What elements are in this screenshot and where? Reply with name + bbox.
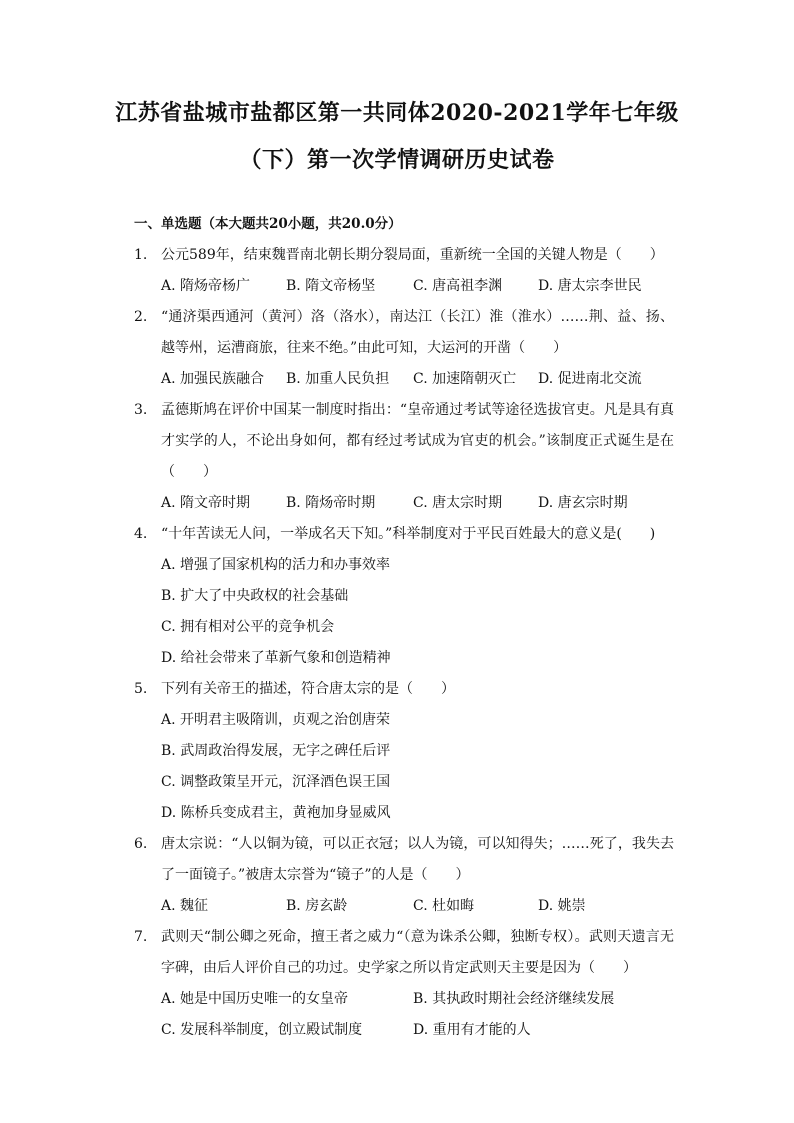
option-c: C. 杜如晦 [413, 898, 475, 914]
question-number: 2. [134, 309, 148, 325]
question-number: 3. [134, 402, 148, 418]
option-a: A. 隋文帝时期 [161, 495, 251, 511]
option-a: A. 隋炀帝杨广 [161, 278, 251, 294]
question-stem: 孟德斯鸠在评价中国某一制度时指出：“皇帝通过考试等途径选拔官吏。凡是具有真才实学的人，不论出身如何，都有经过考试成为官吏的机会。”该制度正式诞生是在（ ） [161, 402, 674, 480]
exam-title-line-1: 江苏省盐城市盐都区第一共同体2020-2021学年七年级 [115, 100, 679, 126]
question-number: 5. [134, 681, 148, 697]
question-3-options [161, 488, 671, 519]
option-d: D. 促进南北交流 [538, 371, 642, 387]
exam-title-line-2: （下）第一次学情调研历史试卷 [239, 147, 555, 173]
question-3 [134, 395, 674, 488]
option-d: D. 唐玄宗时期 [538, 495, 628, 511]
option-c: C. 调整政策呈开元，沉泽酒色误王国 [161, 774, 391, 790]
option-d: D. 陈桥兵变成君主，黄袍加身显威风 [161, 805, 391, 821]
question-6-options [161, 891, 671, 922]
option-b: B. 其执政时期社会经济继续发展 [413, 991, 615, 1007]
question-stem: 唐太宗说：“人以铜为镜，可以正衣冠；以人为镜，可以知得失；……死了，我失去了一面镜子。”被唐太宗誉为“镜子”的人是（ ） [161, 836, 674, 883]
question-5 [134, 674, 674, 705]
question-stem: 下列有关帝王的描述，符合唐太宗的是（ ） [161, 681, 455, 697]
question-2-options [161, 364, 671, 395]
option-d: D. 重用有才能的人 [413, 1022, 531, 1038]
question-stem: “通济渠西通河（黄河）洛（洛水），南达江（长江）淮（淮水）……荆、益、扬、越等州，运漕商旅，往来不绝。”由此可知，大运河的开凿（ ） [161, 309, 674, 356]
option-b: B. 房玄龄 [286, 898, 348, 914]
option-a: A. 她是中国历史唯一的女皇帝 [161, 991, 349, 1007]
option-c: C. 加速隋朝灭亡 [413, 371, 517, 387]
option-a: A. 开明君主吸隋训，贞观之治创唐荣 [161, 712, 391, 728]
option-a: A. 增强了国家机构的活力和办事效率 [161, 557, 391, 573]
question-6 [134, 829, 674, 891]
question-stem: 武则天“制公卿之死命，擅王者之威力“（意为诛杀公卿，独断专权）。武则天遗言无字碑，由后人评价自己的功过。史学家之所以肯定武则天主要是因为（ ） [161, 929, 674, 976]
option-b: B. 隋文帝杨坚 [286, 278, 376, 294]
question-number: 4. [134, 526, 148, 542]
question-number: 7. [134, 929, 148, 945]
option-c: C. 唐太宗时期 [413, 495, 503, 511]
option-b: B. 隋炀帝时期 [286, 495, 376, 511]
option-c: C. 唐高祖李渊 [413, 278, 503, 294]
option-c: C. 拥有相对公平的竞争机会 [161, 619, 335, 635]
option-d: D. 给社会带来了革新气象和创造精神 [161, 650, 391, 666]
option-a: A. 加强民族融合 [161, 371, 265, 387]
question-1-options [161, 271, 671, 302]
section-heading: 一、单选题（本大题共20小题，共20.0分） [134, 216, 402, 232]
option-b: B. 武周政治得发展，无字之碑任后评 [161, 743, 391, 759]
option-d: D. 姚崇 [538, 898, 586, 914]
question-1 [134, 240, 674, 271]
option-b: B. 扩大了中央政权的社会基础 [161, 588, 349, 604]
option-a: A. 魏征 [161, 898, 209, 914]
question-number: 1. [134, 247, 148, 263]
question-stem: “十年苦读无人问，一举成名天下知。”科举制度对于平民百姓最大的意义是( ) [161, 526, 656, 542]
question-4 [134, 519, 674, 550]
question-7 [134, 922, 674, 984]
option-d: D. 唐太宗李世民 [538, 278, 642, 294]
option-c: C. 发展科举制度，创立殿试制度 [161, 1022, 363, 1038]
option-b: B. 加重人民负担 [286, 371, 390, 387]
question-2 [134, 302, 674, 364]
question-stem: 公元589年，结束魏晋南北朝长期分裂局面，重新统一全国的关键人物是（ ） [161, 247, 664, 263]
question-number: 6. [134, 836, 148, 852]
question-7-options-row-2 [161, 1015, 671, 1046]
question-7-options-row-1 [161, 984, 671, 1015]
